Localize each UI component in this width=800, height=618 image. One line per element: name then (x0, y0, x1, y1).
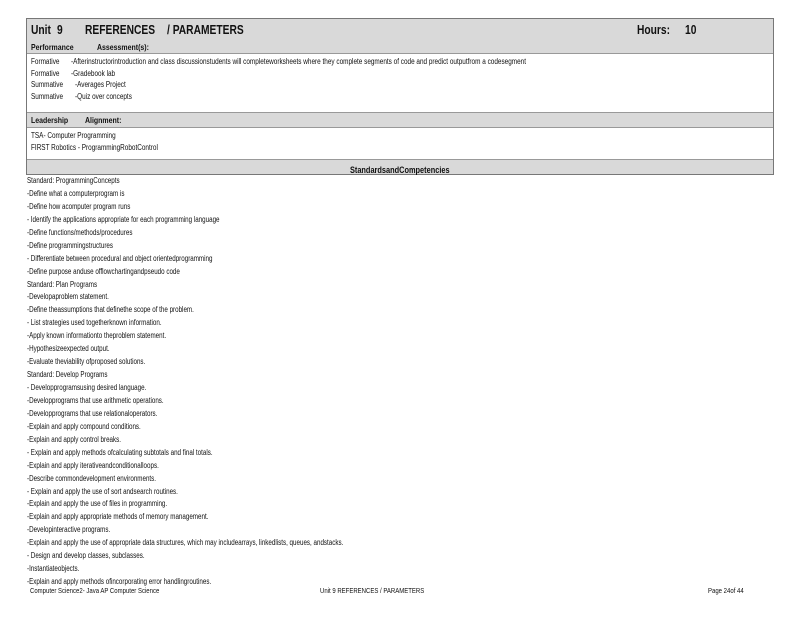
competency-line (27, 487, 774, 500)
standards-list (26, 175, 774, 590)
competency-line (27, 202, 774, 215)
competency-line (27, 189, 774, 202)
line-text: - Design and develop classes, subclasses. (27, 551, 145, 561)
line-text: Standard: Develop Programs (27, 370, 108, 380)
competency-line (27, 254, 774, 267)
standards-heading-row (27, 159, 773, 174)
assessment-type: Formative (31, 57, 60, 66)
line-text: -Hypothesizeexpected output. (27, 344, 110, 354)
competency-line (27, 228, 774, 241)
line-text: -Explain and apply iterativeandconditionalloops. (27, 460, 159, 470)
assessment-row (31, 57, 771, 69)
unit-header-box (26, 18, 774, 175)
assessment-text: -Afterinstructorintroduction and class discussionstudents will completeworksheets where they complete segments of code and predict outputfrom a codesegment (71, 57, 526, 66)
performance-heading: Performance (31, 42, 74, 52)
competency-line (27, 422, 774, 435)
footer-unit: Unit 9 REFERENCES / PARAMETERS (320, 586, 425, 595)
competency-line (27, 564, 774, 577)
competency-line (27, 525, 774, 538)
line-text: -Define purpose anduse offlowchartingandpseudo code (27, 266, 180, 276)
leadership-row (31, 143, 771, 155)
line-text: -Define how acomputer program runs (27, 201, 131, 211)
unit-label: Unit (31, 23, 51, 37)
competency-line (27, 435, 774, 448)
line-text: Standard: Plan Programs (27, 279, 98, 289)
competency-line (27, 409, 774, 422)
footer-page-number: Page 24of 44 (708, 586, 744, 595)
hours-label: Hours: (637, 23, 671, 37)
leadership-text: FIRST Robotics - ProgrammingRobotControl (31, 142, 158, 152)
assessment-heading-row (27, 41, 773, 54)
line-text: Standard: ProgrammingConcepts (27, 176, 120, 185)
standard-heading-line (27, 370, 774, 383)
competency-line (27, 461, 774, 474)
line-text: -Explain and apply the use of files in programming. (27, 499, 168, 509)
standard-heading-line (27, 176, 774, 189)
line-text: - Identify the applications appropriate for each programming language (27, 214, 220, 224)
assessment-type: Formative (31, 68, 60, 78)
line-text: -Explain and apply the use of appropriate data structures, which may includearrays, linkedlists, queues, andstacks. (27, 538, 344, 548)
line-text: -Developprograms that use arithmetic operations. (27, 395, 164, 405)
line-text: - Explain and apply the use of sort andsearch routines. (27, 486, 178, 496)
competency-line (27, 474, 774, 487)
competency-line (27, 318, 774, 331)
line-text: -Developprograms that use relationaloperators. (27, 408, 158, 418)
assessment-type: Summative (31, 80, 64, 89)
line-text: -Define what a computerprogram is (27, 188, 125, 198)
competency-line (27, 241, 774, 254)
competency-line (27, 396, 774, 409)
line-text: - Differentiate between procedural and object orientedprogramming (27, 253, 213, 263)
unit-title-row (27, 19, 773, 41)
competency-line (27, 551, 774, 564)
competency-line (27, 512, 774, 525)
leadership-heading-row (27, 112, 773, 128)
competency-line (27, 305, 774, 318)
line-text: -Explain and apply compound conditions. (27, 421, 141, 431)
standard-heading-line (27, 280, 774, 293)
line-text: -Define programmingstructures (27, 240, 114, 250)
assessment-list (27, 54, 773, 112)
competency-line (27, 267, 774, 280)
assessment-type: Summative (31, 91, 64, 101)
alignment-heading: Alignment: (85, 115, 122, 125)
competency-line (27, 383, 774, 396)
curriculum-page (26, 18, 774, 590)
line-text: -Define theassumptions that definethe scope of the problem. (27, 305, 194, 315)
competency-line (27, 215, 774, 228)
assessment-text: -Averages Project (75, 80, 126, 89)
line-text: -Explain and apply appropriate methods of memory management. (27, 512, 209, 522)
line-text: -Explain and apply control breaks. (27, 434, 122, 444)
line-text: -Developaproblem statement. (27, 292, 109, 302)
competency-line (27, 448, 774, 461)
competency-line (27, 499, 774, 512)
footer-course: Computer Science2- Java AP Computer Science (30, 586, 160, 595)
leadership-row (31, 131, 771, 143)
line-text: -Developinteractive programs. (27, 525, 111, 535)
line-text: -Explain and apply methods ofincorporating error handlingroutines. (27, 577, 212, 587)
assessment-text: -Quiz over concepts (75, 91, 132, 101)
line-text: -Instantiateobjects. (27, 564, 80, 574)
unit-title-parameters: / PARAMETERS (167, 23, 244, 37)
competency-line (27, 538, 774, 551)
competency-line (27, 344, 774, 357)
assessment-row (31, 92, 771, 104)
competency-line (27, 292, 774, 305)
line-text: -Describe commondevelopment environments. (27, 473, 157, 483)
assessment-text: -Gradebook lab (71, 68, 116, 78)
assessment-row (31, 69, 771, 81)
assessment-row (31, 80, 771, 92)
line-text: - List strategies used togetherknown information. (27, 318, 162, 328)
competency-line (27, 331, 774, 344)
hours-value: 10 (685, 23, 697, 37)
line-text: - Explain and apply methods ofcalculating subtotals and final totals. (27, 447, 213, 457)
line-text: -Evaluate theviability ofproposed solutions. (27, 357, 146, 367)
page-footer (30, 586, 770, 598)
unit-title: REFERENCES (85, 23, 156, 37)
leadership-list (27, 128, 773, 159)
line-text: -Apply known informationto theproblem statement. (27, 331, 167, 341)
competency-line (27, 357, 774, 370)
line-text: - Developprogramsusing desired language. (27, 383, 147, 392)
standards-heading: StandardsandCompetencies (350, 165, 450, 175)
unit-number: 9 (57, 23, 63, 37)
line-text: -Define functions/methods/procedures (27, 227, 133, 237)
leadership-text: TSA- Computer Programming (31, 131, 116, 140)
assessment-heading: Assessment(s): (97, 42, 149, 52)
leadership-heading: Leadership (31, 115, 69, 125)
